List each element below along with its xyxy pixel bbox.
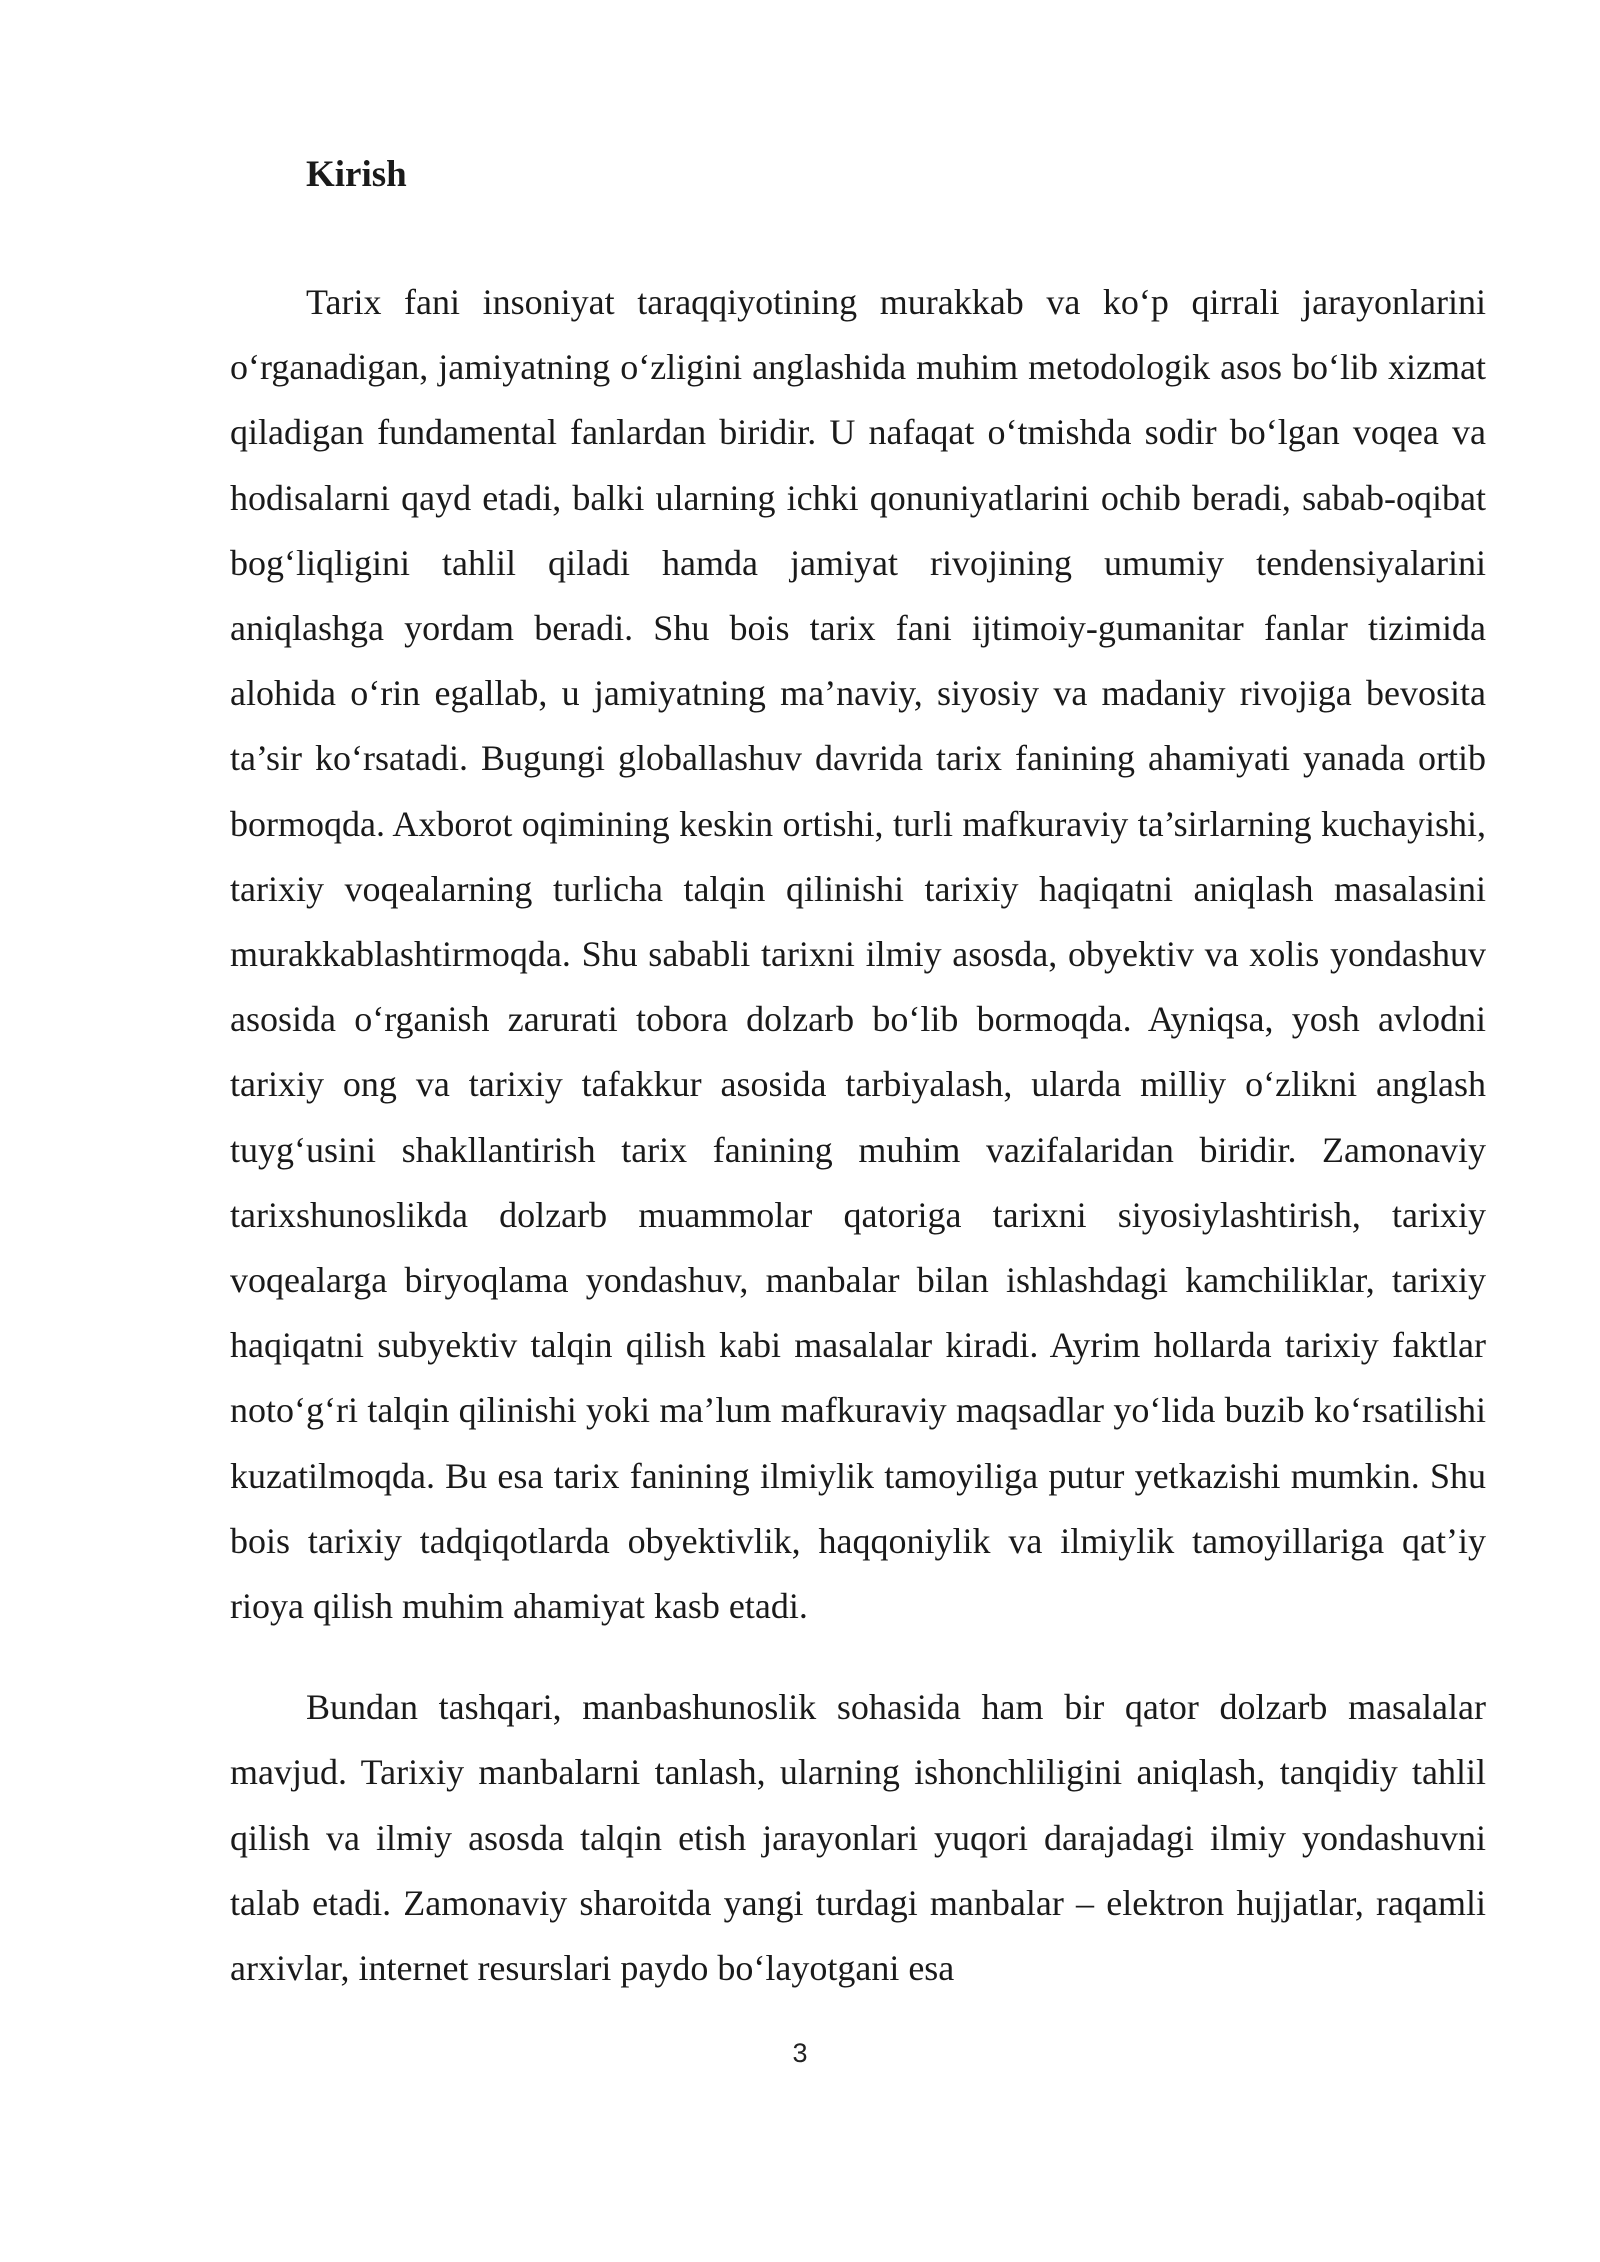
document-page	[230, 140, 1486, 2001]
body-paragraph-1: Tarix fani insoniyat taraqqiyotining murakkab va ko‘p qirrali jarayonlarini o‘rganadigan, jamiyatning o‘zligini anglashida muhim metodologik asos bo‘lib xizmat qiladigan fundamental fanlardan biridir. U nafaqat o‘tmishda sodir bo‘lgan voqea va hodisalarni qayd etadi, balki ularning ichki qonuniyatlarini ochib beradi, sabab-oqibat bog‘liqligini tahlil qiladi hamda jamiyat rivojining umumiy tendensiyalarini aniqlashga yordam beradi. Shu bois tarix fani ijtimoiy-gumanitar fanlar tizimida alohida o‘rin egallab, u jamiyatning ma’naviy, siyosiy va madaniy rivojiga bevosita ta’sir ko‘rsatadi. Bugungi globallashuv davrida tarix fanining ahamiyati yanada ortib bormoqda. Axborot oqimining keskin ortishi, turli mafkuraviy ta’sirlarning kuchayishi, tarixiy voqealarning turlicha talqin qilinishi tarixiy haqiqatni aniqlash masalasini murakkablashtirmoqda. Shu sababli tarixni ilmiy asosda, obyektiv va xolis yondashuv asosida o‘rganish zarurati tobora dolzarb bo‘lib bormoqda. Ayniqsa, yosh avlodni tarixiy ong va tarixiy tafakkur asosida tarbiyalash, ularda milliy o‘zlikni anglash tuyg‘usini shakllantirish tarix fanining muhim vazifalaridan biridir. Zamonaviy tarixshunoslikda dolzarb muammolar qatoriga tarixni siyosiylashtirish, tarixiy voqealarga biryoqlama yondashuv, manbalar bilan ishlashdagi kamchiliklar, tarixiy haqiqatni subyektiv talqin qilish kabi masalalar kiradi. Ayrim hollarda tarixiy faktlar noto‘g‘ri talqin qilinishi yoki ma’lum mafkuraviy maqsadlar yo‘lida buzib ko‘rsatilishi kuzatilmoqda. Bu esa tarix fanining ilmiylik tamoyiliga putur yetkazishi mumkin. Shu bois tarixiy tadqiqotlarda obyektivlik, haqqoniylik va ilmiylik tamoyillariga qat’iy rioya qilish muhim ahamiyat kasb etadi.	[230, 282, 1486, 1627]
page-number: 3	[792, 2038, 808, 2068]
section-heading: Kirish	[306, 154, 407, 195]
body-paragraph-2: Bundan tashqari, manbashunoslik sohasida ham bir qator dolzarb masalalar mavjud. Tarixiy manbalarni tanlash, ularning ishonchliligini aniqlash, tanqidiy tahlil qilish va ilmiy asosda talqin etish jarayonlari yuqori darajadagi ilmiy yondashuvni talab etadi. Zamonaviy sharoitda yangi turdagi manbalar – elektron hujjatlar, raqamli arxivlar, internet resurslari paydo bo‘layotgani esa	[230, 1687, 1486, 1989]
